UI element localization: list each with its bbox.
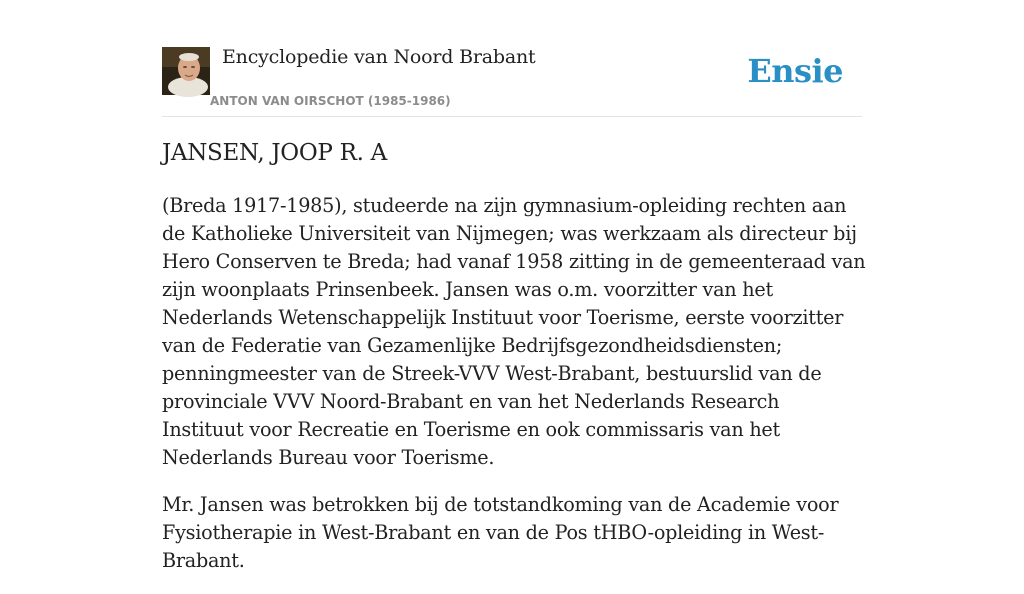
avatar-portrait	[162, 47, 210, 95]
article-body	[162, 192, 866, 594]
header	[162, 44, 862, 117]
author-label[interactable]: ANTON VAN OIRSCHOT (1985-1986)	[210, 94, 451, 108]
article-title: JANSEN, JOOP R. A	[162, 140, 387, 166]
source-title[interactable]: Encyclopedie van Noord Brabant	[222, 46, 536, 68]
article-paragraph: Mr. Jansen was betrokken bij de totstandkoming van de Academie voor Fysiotherapie in West-Brabant en van de Pos tHBO-opleiding in West-Brabant.	[162, 493, 839, 572]
brand-logo[interactable]: Ensie	[747, 52, 843, 90]
article-paragraph: (Breda 1917-1985), studeerde na zijn gymnasium-opleiding rechten aan de Katholieke Universiteit van Nijmegen; was werkzaam als directeur bij Hero Conserven te Breda; had vanaf 1958 zitting in de gemeenteraad van zijn woonplaats Prinsenbeek. Jansen was o.m. voorzitter van het Nederlands Wetenschappelijk Instituut voor Toerisme, eerste voorzitter van de Federatie van Gezamenlijke Bedrijfsgezondheidsdiensten; penningmeester van de Streek-VVV West-Brabant, bestuurslid van de provinciale VVV Noord-Brabant en van het Nederlands Research Instituut voor Recreatie en Toerisme en ook commissaris van het Nederlands Bureau voor Toerisme.	[162, 194, 866, 469]
author-avatar[interactable]	[162, 47, 210, 95]
